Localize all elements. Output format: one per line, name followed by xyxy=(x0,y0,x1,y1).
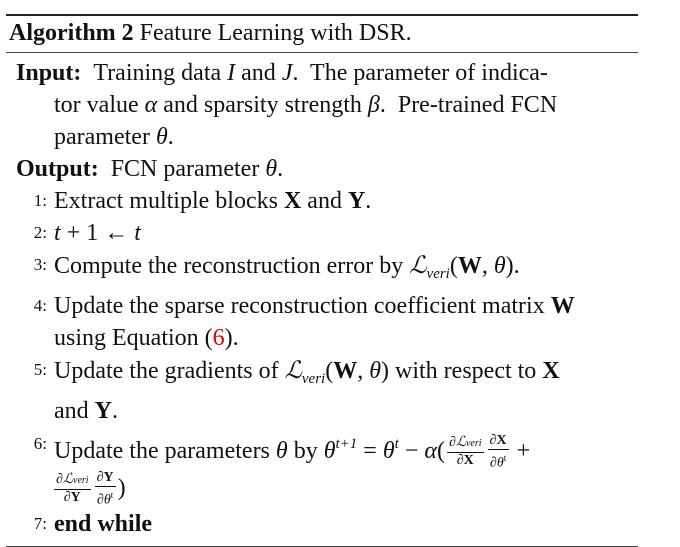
frac-numerator: ∂ℒveri xyxy=(447,436,484,453)
step-math: ) xyxy=(117,474,126,501)
step-text: Update the gradients of xyxy=(54,358,285,384)
math-W: W xyxy=(457,253,482,279)
step-number: 7: xyxy=(33,513,47,533)
loss-subscript: veri xyxy=(301,371,326,387)
step-2 xyxy=(6,217,638,249)
output-label: Output: xyxy=(16,156,99,182)
frac-numerator: ∂Y xyxy=(96,469,114,485)
input-line-3: parameter θ. xyxy=(54,124,174,150)
algorithm-block xyxy=(6,14,638,547)
math-Y: Y xyxy=(347,188,366,214)
step-5 xyxy=(6,354,638,427)
step-text: and xyxy=(301,188,348,214)
step-4 xyxy=(6,290,638,354)
step-text: . xyxy=(112,398,118,424)
step-text: Extract multiple blocks xyxy=(54,188,284,214)
equation-ref-link[interactable]: 6 xyxy=(212,325,225,351)
step-text: , θ) with respect to xyxy=(357,358,543,384)
step-math: + xyxy=(510,438,531,464)
fraction-dL-dX xyxy=(447,436,484,468)
step-text: , θ). xyxy=(481,253,520,279)
bottom-rule xyxy=(6,546,638,547)
step-number: 6: xyxy=(33,434,47,453)
loss-symbol: ℒ xyxy=(409,251,427,279)
loss-symbol: ℒ xyxy=(284,356,302,384)
input-block xyxy=(6,57,638,153)
fraction-dY-dtheta xyxy=(95,471,116,508)
step-3 xyxy=(6,249,638,290)
output-text: FCN parameter θ. xyxy=(104,156,284,182)
fraction-dL-dY xyxy=(54,473,91,505)
step-1 xyxy=(6,185,638,217)
step-text: Compute the reconstruction error by xyxy=(54,253,410,279)
algorithm-label: Algorithm 2 xyxy=(9,20,134,46)
step-math: = θ xyxy=(357,438,395,464)
frac-numerator: ∂ℒveri xyxy=(54,473,91,490)
fraction-dX-dtheta xyxy=(488,434,509,471)
superscript: t xyxy=(394,436,399,452)
math-Y: Y xyxy=(94,398,112,424)
math-W: W xyxy=(550,293,575,319)
step-text: and xyxy=(54,398,95,424)
math-X: X xyxy=(542,358,560,384)
frac-denominator: ∂X xyxy=(456,453,474,469)
input-label: Input: xyxy=(16,60,82,86)
output-block xyxy=(6,153,638,185)
end-while-keyword: end while xyxy=(54,510,153,537)
step-text: ( xyxy=(325,358,334,384)
step-number: 5: xyxy=(33,360,47,379)
frac-denominator: ∂Y xyxy=(63,490,81,506)
loss-subscript: veri xyxy=(426,266,450,282)
step-text: . xyxy=(365,188,372,214)
step-text: Update the sparse reconstruction coefficient matrix xyxy=(54,293,551,319)
frac-denominator: $\partial\theta^t$ xyxy=(489,453,507,471)
step-number: 3: xyxy=(33,255,47,274)
math-W: W xyxy=(333,358,358,384)
algorithm-body xyxy=(6,53,638,546)
step-math: − α( xyxy=(398,438,445,464)
superscript: t+1 xyxy=(335,436,358,452)
step-number: 2: xyxy=(33,223,47,242)
step-text: ). xyxy=(224,325,239,351)
step-6 xyxy=(6,427,638,508)
step-text: using Equation ( xyxy=(54,325,213,351)
input-line-2: tor value α and sparsity strength β. Pre-trained FCN xyxy=(54,92,558,118)
step-math: t + 1 ← t xyxy=(54,220,141,246)
math-X: X xyxy=(283,188,302,214)
step-text: Update the parameters θ by θ xyxy=(54,438,336,464)
frac-numerator: ∂X xyxy=(489,433,507,449)
algorithm-title: Feature Learning with DSR. xyxy=(139,20,412,46)
step-number: 4: xyxy=(33,296,47,315)
frac-denominator: $\partial\theta^t$ xyxy=(96,489,114,508)
step-text: ( xyxy=(449,253,458,279)
step-number: 1: xyxy=(33,191,47,210)
input-line-1: Training data I and J. The parameter of indica- xyxy=(87,60,548,86)
algorithm-caption xyxy=(6,16,638,52)
